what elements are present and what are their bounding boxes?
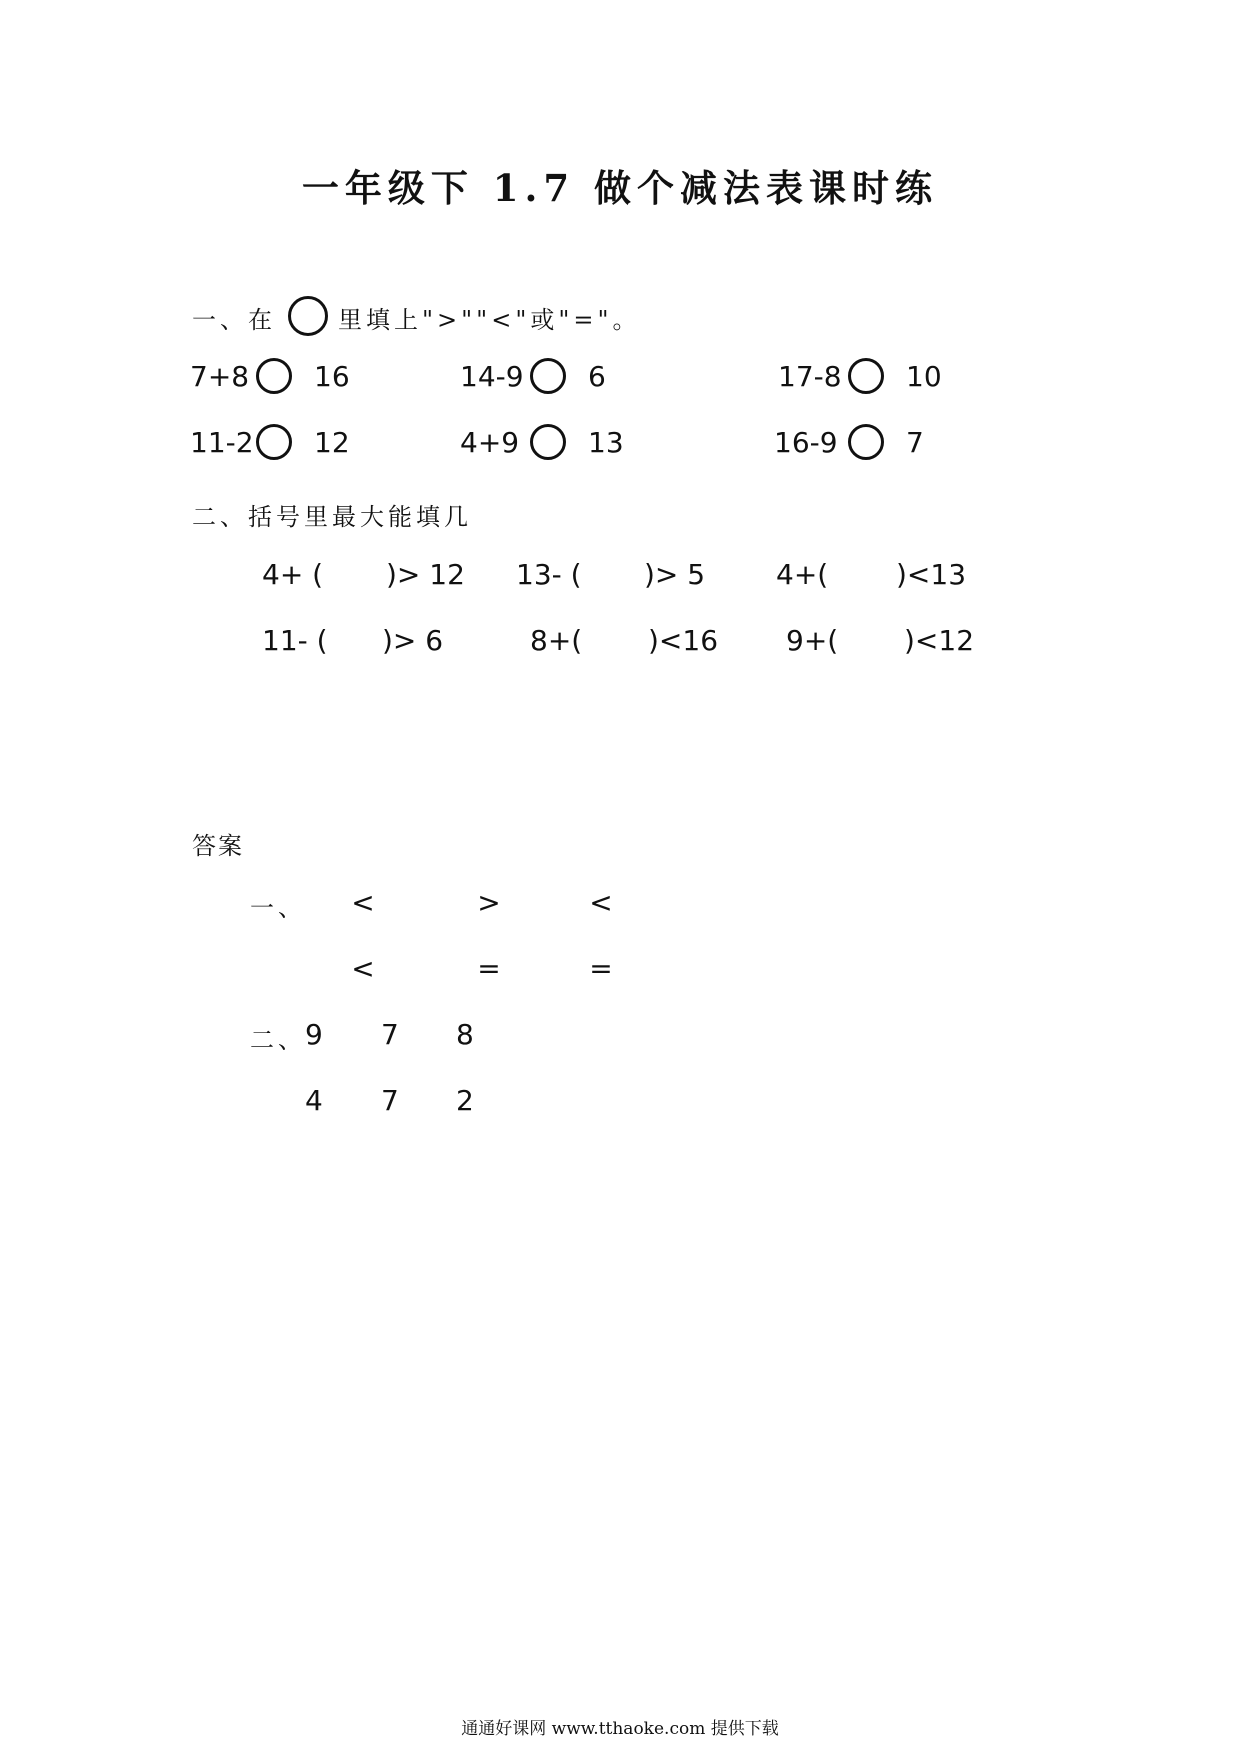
footer-source: 通通好课网 www.tthaoke.com 提供下载	[461, 1719, 779, 1739]
section1-heading-suffix: 里填上">""<"或"="。	[338, 306, 641, 334]
answer-number-2: 7	[381, 1018, 399, 1051]
compare-left-4: 11-2	[190, 426, 254, 459]
compare-circle-1[interactable]	[256, 358, 292, 394]
blank-circle-icon	[288, 296, 328, 336]
section1-heading-prefix: 一、在	[192, 306, 276, 334]
answer-number-3: 8	[456, 1018, 474, 1051]
bracket-suffix-1: )> 12	[386, 558, 465, 591]
bracket-suffix-6: )<12	[904, 624, 975, 657]
answer-part1-label: 一、	[250, 894, 306, 922]
answer-heading: 答案	[192, 832, 244, 860]
compare-right-1: 16	[314, 360, 350, 393]
compare-circle-3[interactable]	[848, 358, 884, 394]
compare-circle-4[interactable]	[256, 424, 292, 460]
bracket-prefix-5: 8+(	[530, 624, 583, 657]
compare-left-5: 4+9	[460, 426, 520, 459]
bracket-suffix-4: )> 6	[382, 624, 444, 657]
bracket-suffix-2: )> 5	[644, 558, 706, 591]
compare-right-2: 6	[588, 360, 606, 393]
compare-circle-2[interactable]	[530, 358, 566, 394]
compare-right-4: 12	[314, 426, 350, 459]
section2-heading: 二、括号里最大能填几	[192, 503, 472, 531]
compare-circle-6[interactable]	[848, 424, 884, 460]
bracket-prefix-2: 13- (	[516, 558, 582, 591]
compare-left-3: 17-8	[778, 360, 842, 393]
bracket-suffix-5: )<16	[648, 624, 719, 657]
answer-number-1: 9	[305, 1018, 323, 1051]
answer-part2-label: 二、	[250, 1026, 306, 1054]
compare-left-1: 7+8	[190, 360, 250, 393]
answer-symbol-2: >	[477, 886, 501, 919]
answer-number-6: 2	[456, 1084, 474, 1117]
compare-right-3: 10	[906, 360, 942, 393]
answer-symbol-3: <	[589, 886, 613, 919]
answer-number-4: 4	[305, 1084, 323, 1117]
compare-right-5: 13	[588, 426, 624, 459]
answer-number-5: 7	[381, 1084, 399, 1117]
bracket-prefix-3: 4+(	[776, 558, 829, 591]
bracket-prefix-4: 11- (	[262, 624, 328, 657]
answer-symbol-4: <	[351, 952, 375, 985]
compare-left-2: 14-9	[460, 360, 524, 393]
page-title: 一年级下 1.7 做个减法表课时练	[301, 166, 939, 210]
compare-left-6: 16-9	[774, 426, 838, 459]
bracket-prefix-6: 9+(	[786, 624, 839, 657]
answer-symbol-5: =	[477, 952, 501, 985]
answer-symbol-6: =	[589, 952, 613, 985]
bracket-suffix-3: )<13	[896, 558, 967, 591]
compare-right-6: 7	[906, 426, 924, 459]
bracket-prefix-1: 4+ (	[262, 558, 324, 591]
compare-circle-5[interactable]	[530, 424, 566, 460]
answer-symbol-1: <	[351, 886, 375, 919]
